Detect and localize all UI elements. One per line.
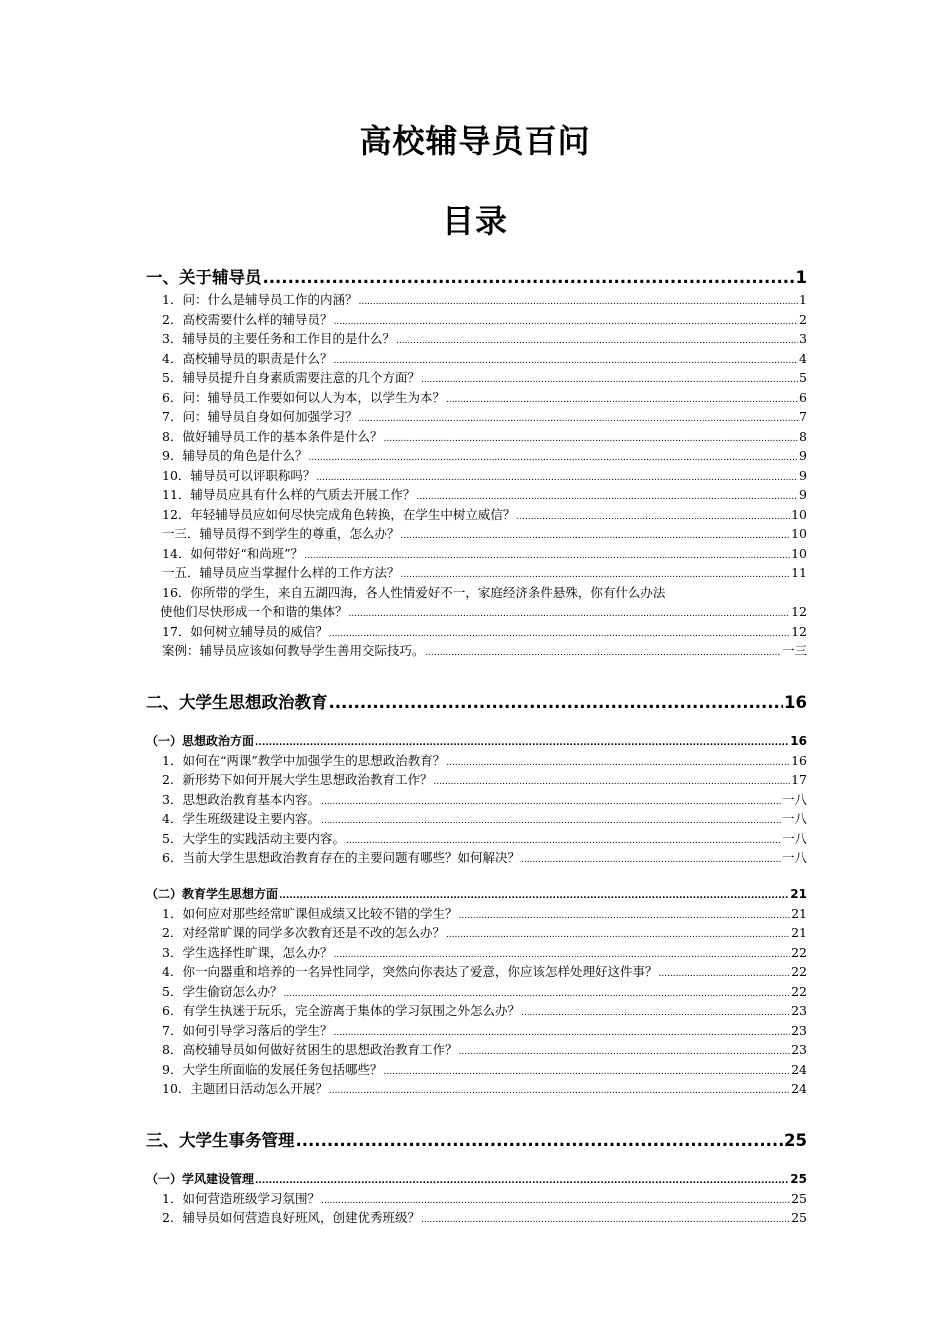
toc-subsection-heading-label: （一）思想政治方面 [146,733,255,748]
toc-entry-page-number: 3 [799,331,807,346]
toc-entry[interactable] [146,466,807,486]
dot-leader [329,691,784,715]
toc-entry-label: 1．问：什么是辅导员工作的内涵？ [162,292,358,307]
toc-entry[interactable] [146,1208,807,1228]
toc-subsection-heading-page-number: 25 [790,1171,807,1186]
toc-entry-page-number: 一八 [781,811,807,826]
toc-section-heading-label: 二、大学生思想政治教育 [146,692,328,712]
toc-entry-page-number: 22 [791,944,807,960]
toc-entry-page-number: 23 [791,1003,807,1018]
toc-subsection-heading[interactable] [146,731,807,751]
toc-entry[interactable] [146,1079,807,1099]
toc-entry-label: 7．如何引导学习落后的学生？ [162,1022,333,1038]
toc-entry-label: 2．辅导员如何营造良好班风，创建优秀班级？ [162,1210,420,1225]
toc-section-heading-label: 一、关于辅导员 [146,268,262,287]
toc-entry-page-number: 16 [791,752,807,768]
toc-entry[interactable] [146,962,807,982]
dot-leader [263,266,795,290]
toc-entry-label: 1．如何营造班级学习氛围？ [162,1190,320,1206]
toc-entry[interactable] [146,1021,807,1041]
toc-entry[interactable] [146,1040,807,1060]
toc-entry-page-number: 1 [799,292,807,307]
toc-subsection-heading-label: （一）学风建设管理 [146,1171,255,1186]
dot-leader [521,848,781,871]
toc-entry-page-number: 21 [791,925,807,940]
toc-entry-wrapped-line[interactable]: 16．你所带的学生，来自五湖四海，各人性情爱好不一，家庭经济条件悬殊，你有什么办法 [162,584,666,600]
toc-entry-label: 5．辅导员提升自身素质需要注意的几个方面？ [162,370,420,385]
toc-entry-label: 4．你一向器重和培养的一名异性同学，突然向你表达了爱意，你应该怎样处理好这件事？ [162,964,658,979]
toc-entry-label: 3．辅导员的主要任务和工作目的是什么？ [162,331,395,346]
toc-entry-page-number: 9 [799,448,807,463]
toc-entry-label: 7．问：辅导员自身如何加强学习？ [162,409,358,424]
toc-entry[interactable] [146,641,807,661]
dot-leader [421,1208,790,1231]
toc-entry-page-number: 25 [791,1210,807,1225]
toc-entry-page-number: 22 [791,983,807,999]
toc-entry-page-number: 24 [791,1081,807,1096]
toc-entry[interactable] [146,505,807,525]
toc-entry-page-number: 12 [791,623,807,639]
toc-entry-page-number: 23 [791,1022,807,1038]
toc-entry-label: 8．高校辅导员如何做好贫困生的思想政治教育工作？ [162,1042,458,1057]
toc-entry[interactable] [146,544,807,564]
toc-entry[interactable] [146,943,807,963]
toc-entry[interactable] [146,290,807,310]
toc-entry[interactable] [146,563,807,583]
toc-entry[interactable] [146,368,807,388]
dot-leader [329,1079,790,1102]
dot-leader [255,1169,789,1191]
toc-entry-label: 9．大学生所面临的发展任务包括哪些？ [162,1061,383,1077]
toc-entry[interactable] [146,524,807,544]
dot-leader [426,641,781,664]
toc-entry-page-number: 9 [799,467,807,483]
toc-entry-page-number: 7 [799,409,807,424]
toc-entry-page-number: 10 [791,545,807,561]
toc-entry[interactable] [146,485,807,505]
dot-leader [296,1129,784,1153]
toc-section-heading-label: 三、大学生事务管理 [146,1130,295,1150]
toc-entry-label: 8．做好辅导员工作的基本条件是什么？ [162,428,383,444]
toc-entry[interactable] [146,329,807,349]
toc-entry-label: 6．有学生执迷于玩乐，完全游离于集体的学习氛围之外怎么办？ [162,1003,520,1018]
toc-entry[interactable] [146,982,807,1002]
dot-leader [279,884,789,906]
toc-entry-page-number: 一八 [781,830,807,846]
toc-entry[interactable] [146,1001,807,1021]
toc-entry-label: 2．高校需要什么样的辅导员？ [162,311,333,327]
toc-entry-label: 一五．辅导员应当掌握什么样的工作方法？ [162,565,400,580]
toc-entry-label: 10．主题团日活动怎么开展？ [162,1081,328,1096]
toc-entry-page-number: 4 [799,350,807,366]
toc-section-heading-page-number: 16 [784,692,807,712]
toc-entry-label: 9．辅导员的角色是什么？ [162,448,308,463]
toc-entry-page-number: 24 [791,1061,807,1077]
toc-entry-label: 5．学生偷窃怎么办？ [162,983,283,999]
toc-entry-page-number: 21 [791,905,807,921]
toc-entry-page-number: 6 [799,389,807,405]
toc-entry-page-number: 11 [791,565,807,580]
toc-entry-label: 2．对经常旷课的同学多次教育还是不改的怎么办？ [162,925,445,940]
toc-entry[interactable] [146,770,807,790]
toc-entry-page-number: 9 [799,487,807,502]
toc-entry[interactable] [146,310,807,330]
toc-entry[interactable] [146,622,807,642]
toc-entry[interactable] [146,829,807,849]
toc-entry-page-number: 17 [791,772,807,787]
toc-entry-label: 一三．辅导员得不到学生的尊重，怎么办？ [162,526,400,541]
toc-entry-label: 6．问：辅导员工作要如何以人为本，以学生为本？ [162,389,445,405]
table-of-contents [146,266,807,1228]
toc-entry[interactable] [146,602,807,622]
toc-entry-page-number: 一八 [781,791,807,807]
toc-subsection-heading-label: （二）教育学生思想方面 [146,886,279,901]
toc-heading: 目录 [441,202,508,240]
toc-entry-label: 10．辅导员可以评职称吗？ [162,467,316,483]
toc-entry-label: 1．如何在“两课”教学中加强学生的思想政治教育？ [162,752,446,768]
toc-entry-label: 5．大学生的实践活动主要内容。 [162,830,345,846]
toc-entry-label: 3．思想政治教育基本内容。 [162,791,320,807]
toc-subsection-heading[interactable] [146,1169,807,1189]
toc-entry[interactable] [146,809,807,829]
toc-entry-page-number: 10 [791,526,807,541]
toc-entry-page-number: 23 [791,1042,807,1057]
toc-entry-page-number: 12 [791,604,807,619]
toc-section-heading-page-number: 1 [795,268,807,287]
toc-entry-label: 4．学生班级建设主要内容。 [162,811,320,826]
toc-entry-label: 4．高校辅导员的职责是什么？ [162,350,333,366]
toc-entry-page-number: 10 [791,506,807,522]
toc-entry-label: 14．如何带好“和尚班”？ [162,545,304,561]
toc-entry[interactable] [146,349,807,369]
toc-section-heading[interactable] [146,1129,807,1153]
toc-entry-label: 使他们尽快形成一个和谐的集体？ [160,604,348,619]
toc-entry-label: 案例：辅导员应该如何教导学生善用交际技巧。 [162,643,425,658]
toc-entry[interactable] [146,790,807,810]
toc-entry-page-number: 5 [799,370,807,385]
toc-entry-page-number: 一三 [781,643,807,658]
toc-entry[interactable] [146,1060,807,1080]
toc-entry[interactable] [146,446,807,466]
toc-entry-label: 1．如何应对那些经常旷课但成绩又比较不错的学生？ [162,905,458,921]
toc-subsection-heading-page-number: 21 [790,886,807,901]
toc-entry-page-number: 25 [791,1190,807,1206]
toc-entry[interactable] [146,904,807,924]
toc-entry[interactable] [146,407,807,427]
toc-section-heading[interactable] [146,691,807,715]
toc-section-heading[interactable] [146,266,807,290]
toc-subsection-heading[interactable] [146,884,807,904]
toc-entry[interactable] [146,427,807,447]
toc-entry-page-number: 22 [791,964,807,979]
toc-entry[interactable] [146,388,807,408]
toc-entry-page-number: 8 [799,428,807,444]
toc-entry-label: 6．当前大学生思想政治教育存在的主要问题有哪些？如何解决？ [162,850,520,865]
toc-entry[interactable] [146,1189,807,1209]
toc-entry-label: 11．辅导员应具有什么样的气质去开展工作？ [162,487,416,502]
toc-section-heading-page-number: 25 [784,1130,807,1150]
toc-entry-page-number: 一八 [781,850,807,865]
document-title: 高校辅导员百问 [359,122,591,160]
toc-entry-label: 17．如何树立辅导员的威信？ [162,623,328,639]
toc-entry-label: 3．学生选择性旷课，怎么办？ [162,944,333,960]
dot-leader [255,731,789,753]
toc-entry[interactable] [146,848,807,868]
toc-entry-page-number: 2 [799,311,807,327]
toc-subsection-heading-page-number: 16 [790,733,807,748]
toc-entry-label: 2．新形势下如何开展大学生思想政治教育工作？ [162,772,433,787]
toc-entry-label: 12．年轻辅导员应如何尽快完成角色转换，在学生中树立威信？ [162,506,516,522]
toc-entry[interactable] [146,751,807,771]
toc-entry[interactable] [146,923,807,943]
